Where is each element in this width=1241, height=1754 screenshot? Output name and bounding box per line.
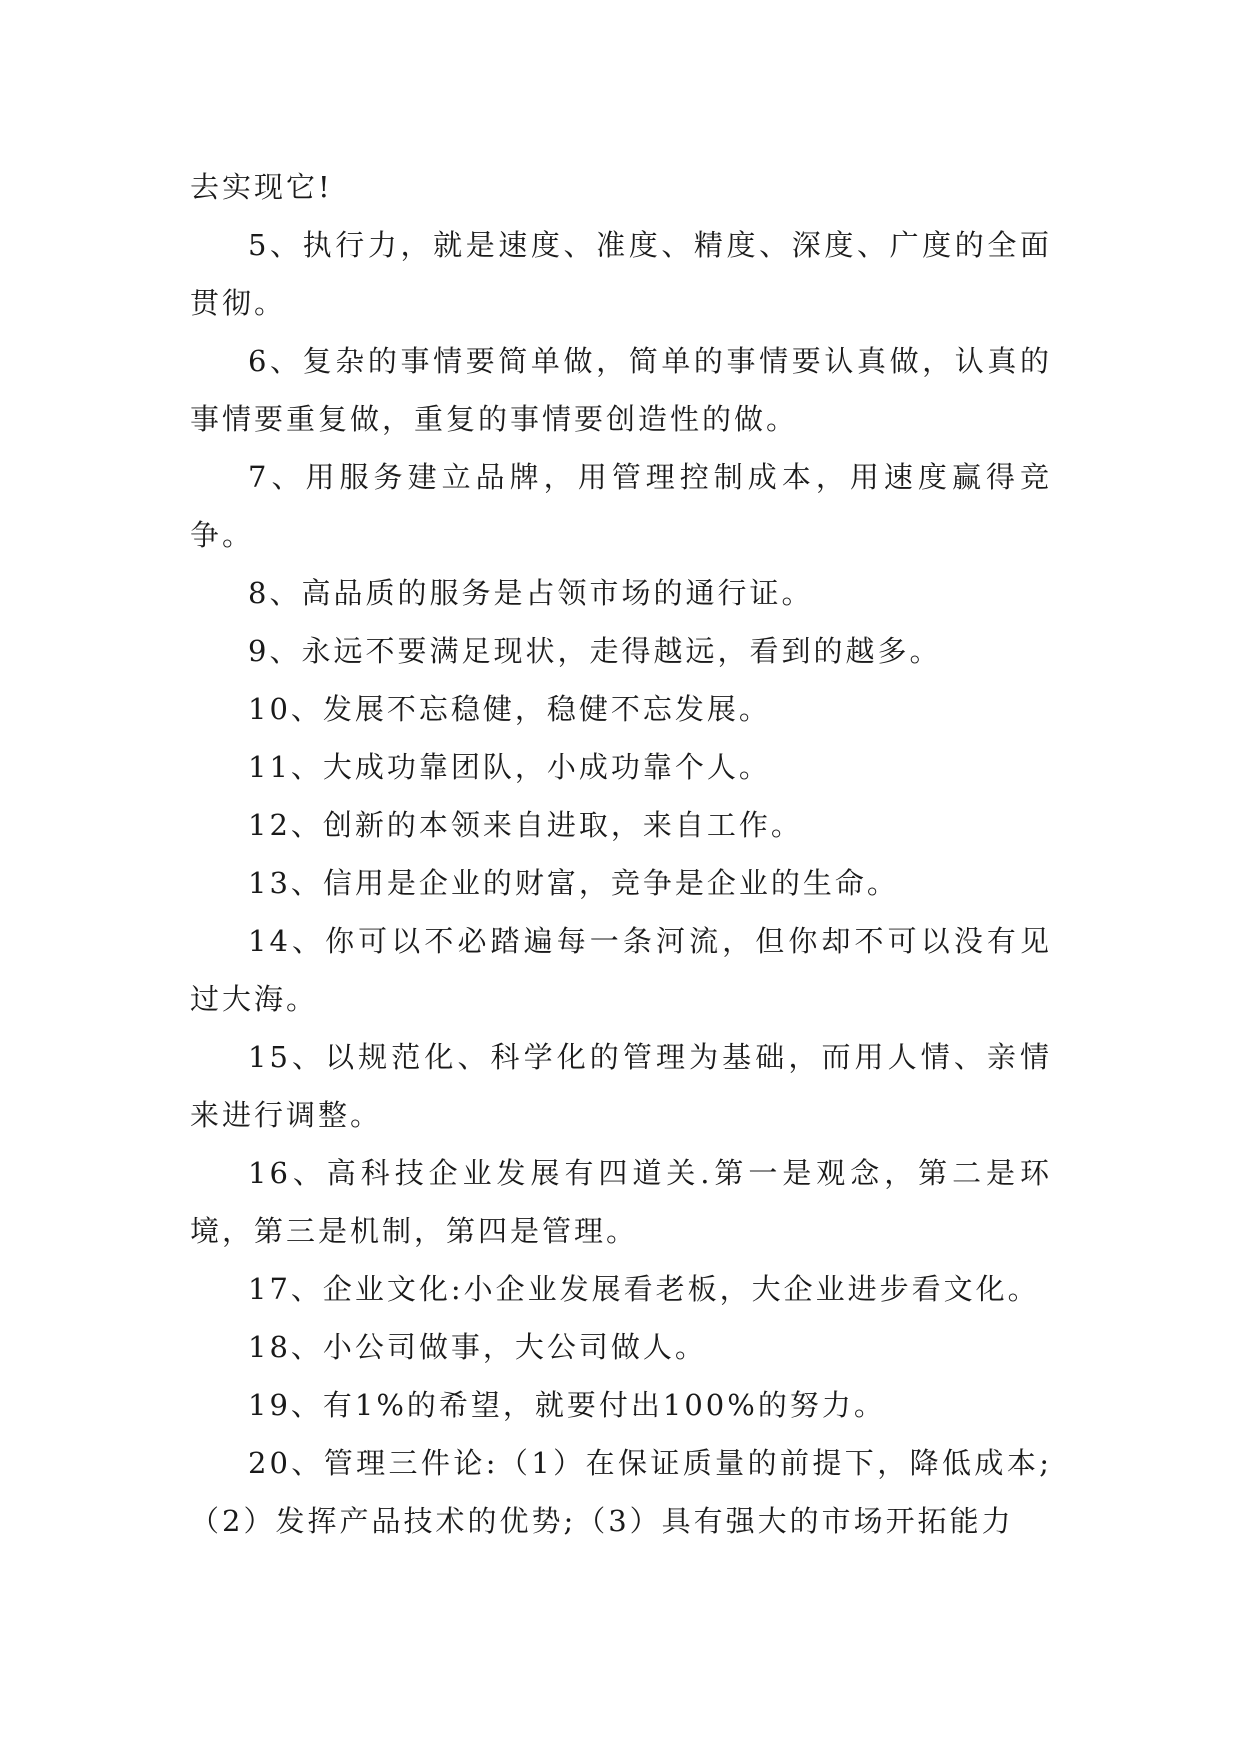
paragraph-item-7: 7、用服务建立品牌，用管理控制成本，用速度赢得竞争。 [190,460,1052,552]
paragraph-item-12: 12、创新的本领来自进取，来自工作。 [248,808,803,842]
paragraph-item-18: 18、小公司做事，大公司做人。 [248,1330,707,1364]
paragraph-item-16: 16、高科技企业发展有四道关.第一是观念，第二是环境，第三是机制，第四是管理。 [190,1156,1052,1248]
paragraph-item-6: 6、复杂的事情要简单做，简单的事情要认真做，认真的事情要重复做，重复的事情要创造性的做。 [190,344,1052,436]
paragraph-item-20: 20、管理三件论:（1）在保证质量的前提下，降低成本;（2）发挥产品技术的优势;（3）具有强大的市场开拓能力 [190,1446,1052,1538]
paragraph-item-17: 17、企业文化:小企业发展看老板，大企业进步看文化。 [248,1272,1040,1306]
paragraph-item-8: 8、高品质的服务是占领市场的通行证。 [248,576,814,610]
paragraph-continuation: 去实现它! [190,170,333,204]
paragraph-item-15: 15、以规范化、科学化的管理为基础，而用人情、亲情来进行调整。 [190,1040,1052,1132]
paragraph-item-11: 11、大成功靠团队，小成功靠个人。 [248,750,771,784]
paragraph-item-14: 14、你可以不必踏遍每一条河流，但你却不可以没有见过大海。 [190,924,1052,1016]
paragraph-item-13: 13、信用是企业的财富，竞争是企业的生命。 [248,866,899,900]
document-body [190,158,1052,1550]
paragraph-item-5: 5、执行力，就是速度、准度、精度、深度、广度的全面贯彻。 [190,228,1052,320]
paragraph-item-19: 19、有1%的希望，就要付出100%的努力。 [248,1388,886,1422]
paragraph-item-9: 9、永远不要满足现状，走得越远，看到的越多。 [248,634,942,668]
paragraph-item-10: 10、发展不忘稳健，稳健不忘发展。 [248,692,771,726]
